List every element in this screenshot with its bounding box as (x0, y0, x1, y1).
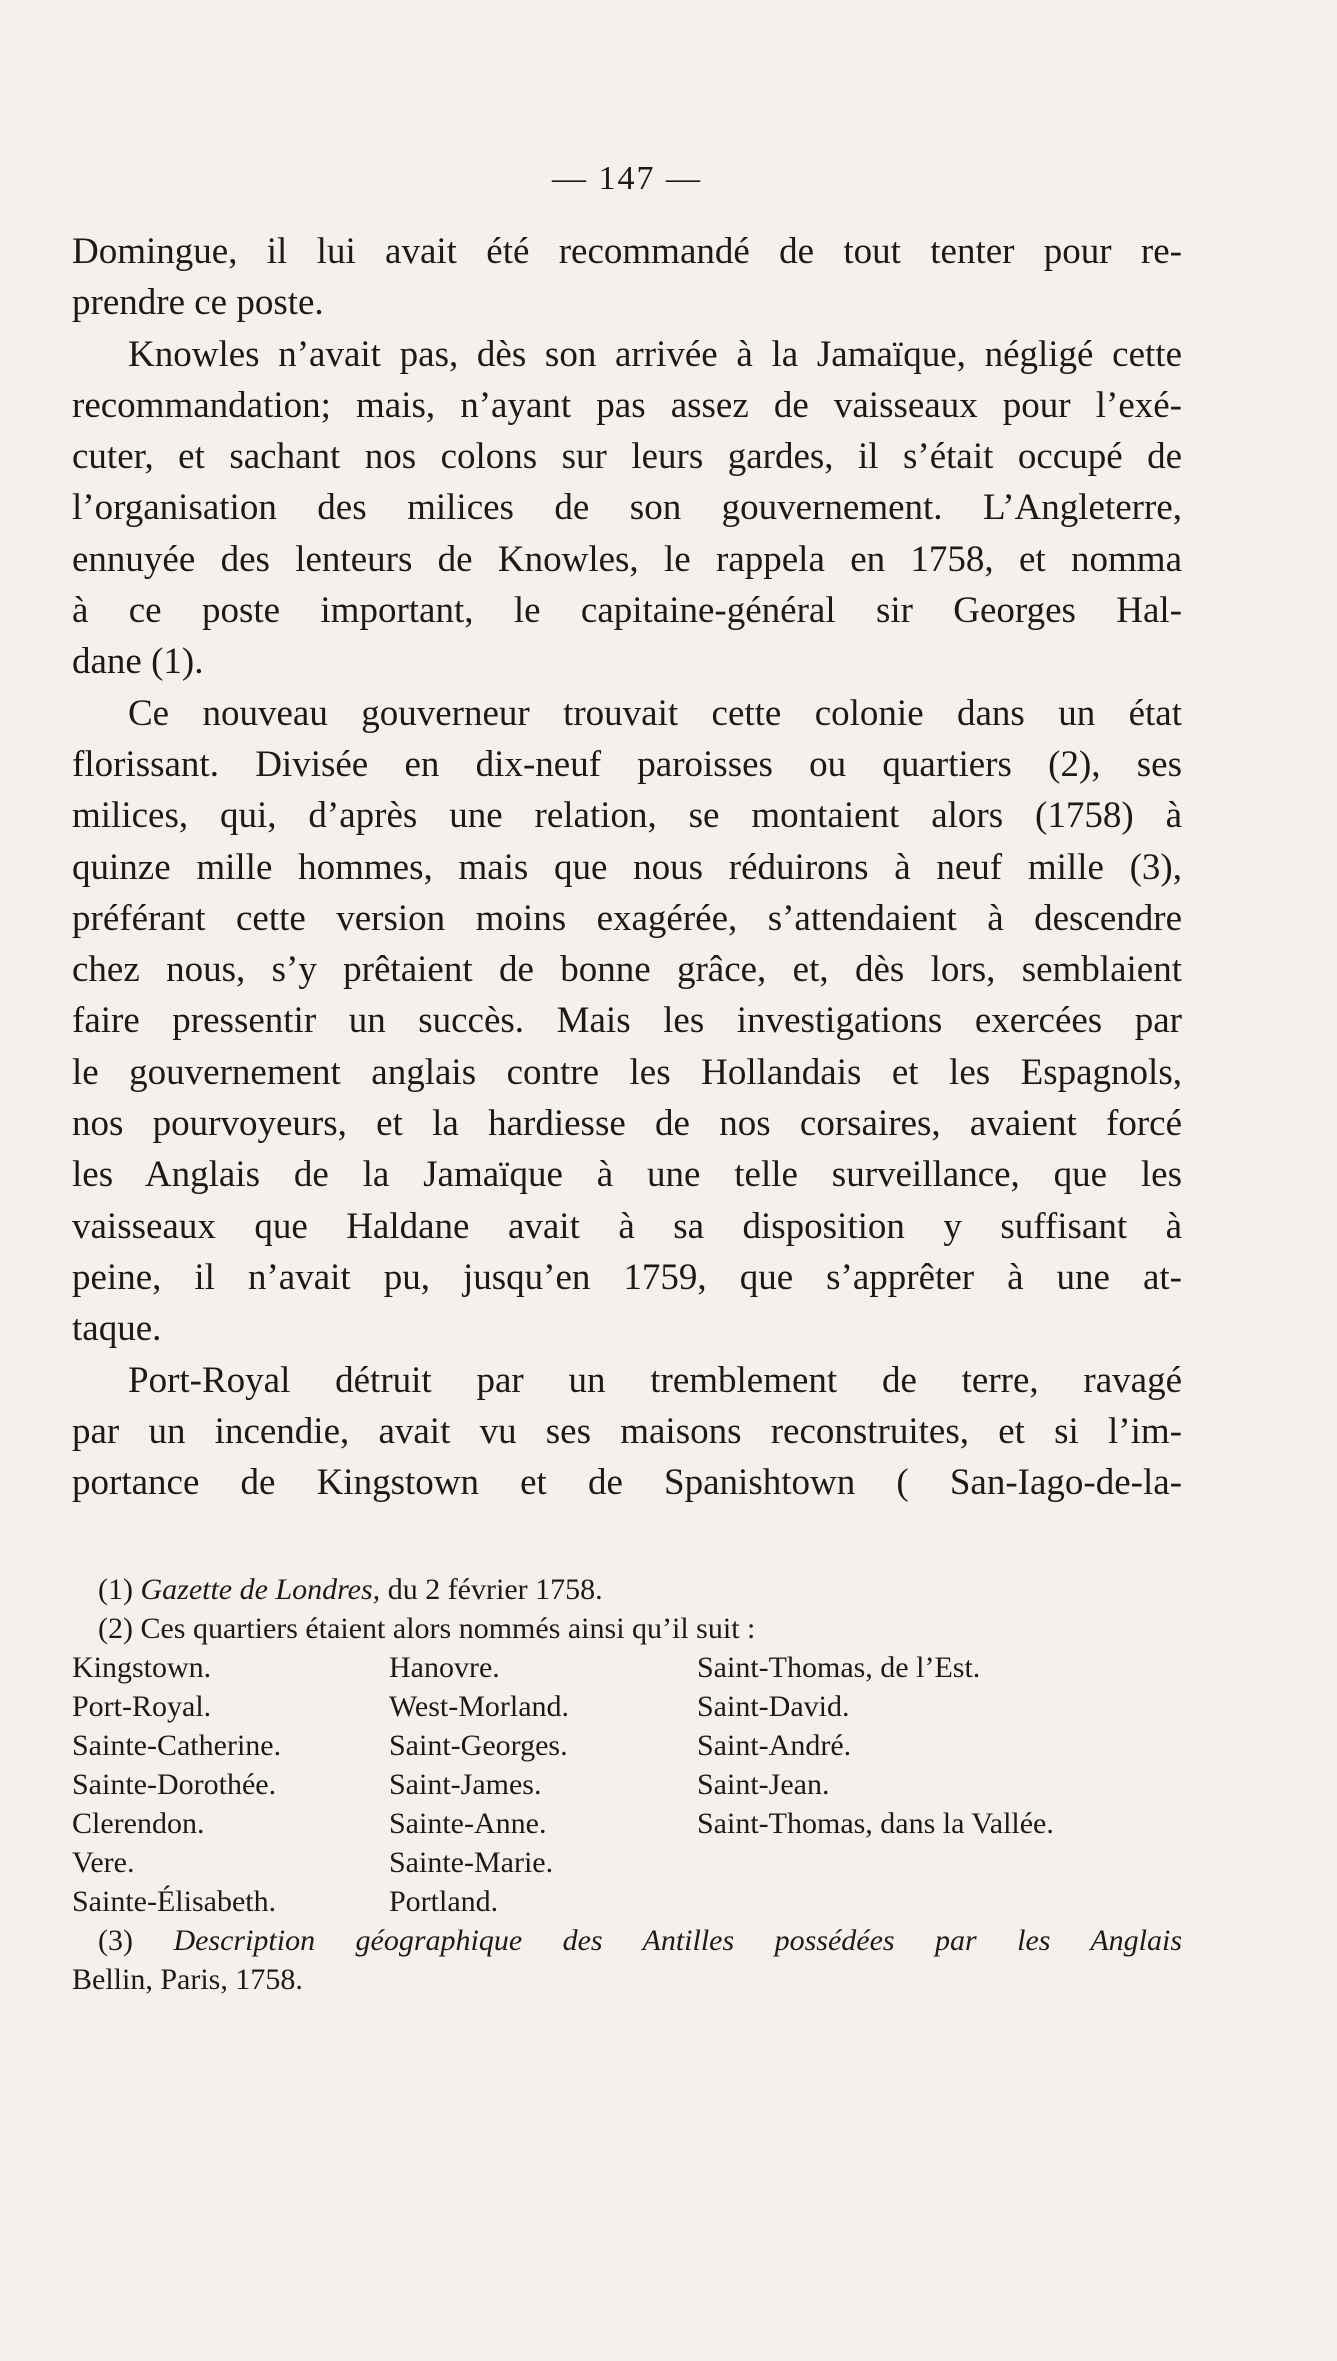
footnote-title: Gazette de Londres, (140, 1573, 381, 1607)
text-line: le gouvernement anglais contre les Hollandais et les Espagnols, (72, 1051, 1182, 1093)
table-cell: Port-Royal. (72, 1690, 212, 1724)
text-line: ennuyée des lenteurs de Knowles, le rappela en 1758, et nomma (72, 538, 1182, 580)
table-cell: Sainte-Dorothée. (72, 1768, 277, 1802)
book-page (72, 160, 1182, 1999)
text-line: portance de Kingstown et de Spanishtown ( San-Iago-de-la- (72, 1462, 1182, 1504)
table-cell: Sainte-Anne. (389, 1807, 547, 1841)
text-line: à ce poste important, le capitaine-général sir Georges Hal- (72, 590, 1182, 632)
table-cell: Kingstown. (72, 1651, 212, 1685)
table-cell: Saint-André. (697, 1729, 852, 1763)
text-line: les Anglais de la Jamaïque à une telle surveillance, que les (72, 1154, 1182, 1196)
table-cell: Saint-James. (389, 1768, 542, 1802)
footnote-2: (2) Ces quartiers étaient alors nommés ainsi qu’il suit : (98, 1612, 756, 1646)
text-line: quinze mille hommes, mais que nous réduirons à neuf mille (3), (72, 846, 1182, 888)
text-line: recommandation; mais, n’ayant pas assez de vaisseaux pour l’exé- (72, 384, 1182, 426)
footnote-1 (72, 1570, 1182, 1609)
table-cell: Sainte-Marie. (389, 1846, 554, 1880)
table-cell: Sainte-Élisabeth. (72, 1885, 277, 1919)
table-row (72, 1687, 1182, 1726)
text-line: par un incendie, avait vu ses maisons reconstruites, et si l’im- (72, 1410, 1182, 1452)
table-cell: Clerendon. (72, 1807, 205, 1841)
text-line: taque. (72, 1308, 162, 1350)
footnote-3 (72, 1921, 1182, 1960)
text-line: florissant. Divisée en dix-neuf paroisses ou quartiers (2), ses (72, 743, 1182, 785)
table-cell: Saint-Georges. (389, 1729, 568, 1763)
table-row (72, 1765, 1182, 1804)
table-cell (697, 1843, 1182, 1882)
table-row (72, 1843, 1182, 1882)
table-cell: Saint-Thomas, dans la Vallée. (697, 1807, 1054, 1841)
text-line: Port-Royal détruit par un tremblement de terre, ravagé (128, 1359, 1182, 1401)
text-line: l’organisation des milices de son gouvernement. L’Angleterre, (72, 487, 1182, 529)
footnote-title: Description géographique des Antilles possédées par les Anglais (173, 1924, 1183, 1958)
text-line: Ce nouveau gouverneur trouvait cette colonie dans un état (128, 692, 1182, 734)
table-row (72, 1804, 1182, 1843)
text-line: vaisseaux que Haldane avait à sa disposition y suffisant à (72, 1205, 1182, 1247)
table-cell (697, 1882, 1182, 1921)
footnotes (72, 1570, 1182, 1999)
text-line: dane (1). (72, 641, 204, 683)
text-line: nos pourvoyeurs, et la hardiesse de nos corsaires, avaient forcé (72, 1103, 1182, 1145)
text-line: chez nous, s’y prêtaient de bonne grâce, et, dès lors, semblaient (72, 949, 1182, 991)
table-row (72, 1648, 1182, 1687)
page-number: — 147 — (552, 160, 702, 197)
table-cell: Saint-Jean. (697, 1768, 830, 1802)
text-line: Domingue, il lui avait été recommandé de tout tenter pour re- (72, 231, 1182, 272)
table-cell: Hanovre. (389, 1651, 500, 1685)
text-line: faire pressentir un succès. Mais les investigations exercées par (72, 1000, 1182, 1042)
footnote-number: (1) (98, 1573, 133, 1607)
table-cell: Saint-David. (697, 1690, 850, 1724)
table-cell: West-Morland. (389, 1690, 570, 1724)
text-line: préférant cette version moins exagérée, s’attendaient à descendre (72, 897, 1182, 939)
table-cell: Saint-Thomas, de l’Est. (697, 1651, 981, 1685)
footnote-number: (3) (98, 1924, 133, 1958)
table-cell: Vere. (72, 1846, 135, 1880)
table-cell: Sainte-Catherine. (72, 1729, 282, 1763)
table-cell: Portland. (389, 1885, 499, 1919)
text-line: peine, il n’avait pu, jusqu’en 1759, que s’apprêter à une at- (72, 1256, 1182, 1298)
text-line: prendre ce poste. (72, 282, 324, 324)
footnote-text: du 2 février 1758. (387, 1573, 603, 1607)
text-line: cuter, et sachant nos colons sur leurs gardes, il s’était occupé de (72, 436, 1182, 478)
parish-table (72, 1648, 1182, 1921)
text-line: Knowles n’avait pas, dès son arrivée à la Jamaïque, négligé cette (128, 333, 1182, 375)
table-row (72, 1882, 1182, 1921)
text-line: milices, qui, d’après une relation, se montaient alors (1758) à (72, 795, 1182, 837)
main-text (72, 226, 1182, 1508)
footnote-3-publisher: Bellin, Paris, 1758. (72, 1963, 303, 1997)
table-row (72, 1726, 1182, 1765)
